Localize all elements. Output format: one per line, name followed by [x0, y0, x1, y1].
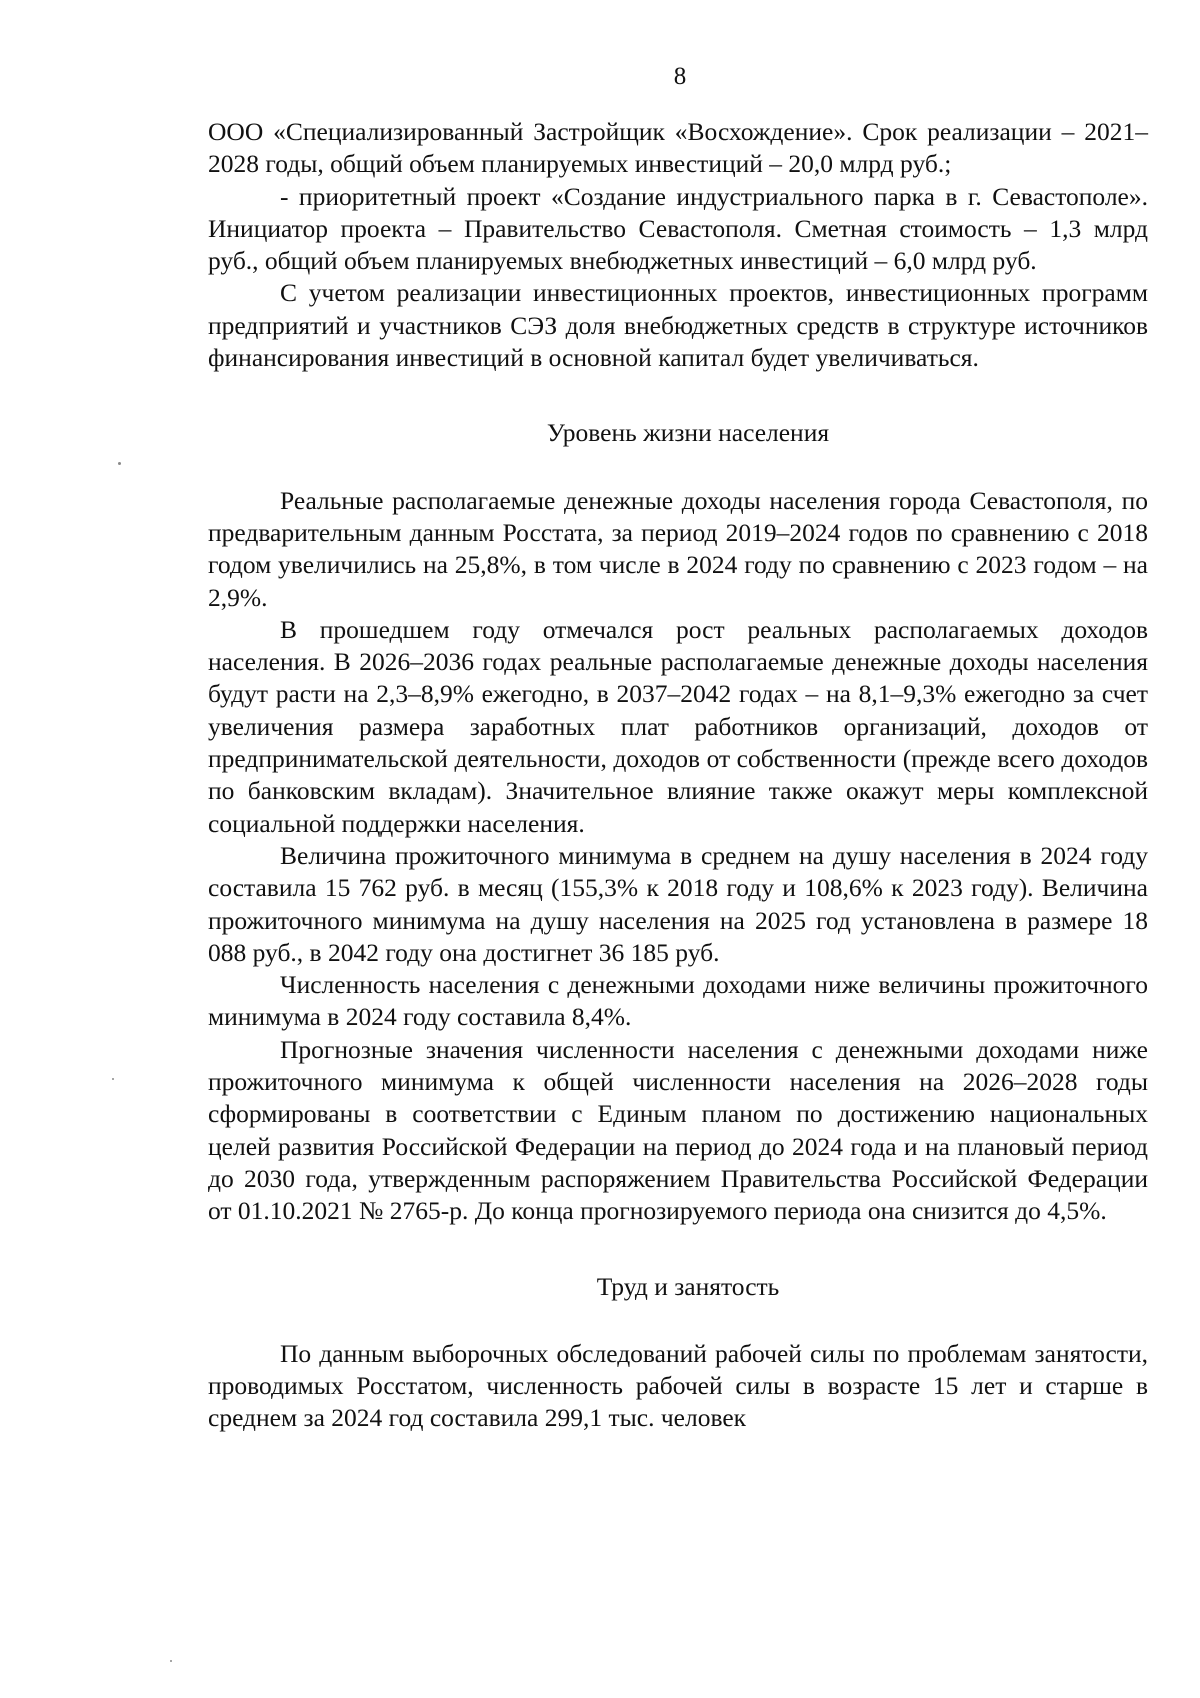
- scan-speck: [112, 1078, 114, 1080]
- document-body: [208, 116, 1148, 1435]
- paragraph-labor-force: По данным выборочных обследований рабочей силы по проблемам занятости, проводимых Росстатом, численность рабочей силы в возрасте 15 лет и старше в среднем за 2024 год составила 299,1 тыс. человек: [208, 1338, 1148, 1433]
- paragraph-poverty-share: Численность населения с денежными доходами ниже величины прожиточного минимума в 2024 году составила 8,4%.: [208, 970, 1148, 1032]
- paragraph-poverty-forecast: Прогнозные значения численности населения с денежными доходами ниже прожиточного минимума к общей численности населения на 2026–2028 годы сформированы в соответствии с Единым планом по достижению национальных целей развития Российской Федерации на период до 2024 года и на плановый период до 2030 года, утвержденным распоряжением Правительства Российской Федерации от 01.10.2021 № 2765-р. До конца прогнозируемого периода она снизится до 4,5%.: [208, 1034, 1148, 1226]
- paragraph-income-growth-forecast: В прошедшем году отмечался рост реальных располагаемых доходов населения. В 2026–2036 годах реальные располагаемые денежные доходы населения будут расти на 2,3–8,9% ежегодно, в 2037–2042 годах – на 8,1–9,3% ежегодно за счет увеличения размера заработных плат работников организаций, доходов от предпринимательской деятельности, доходов от собственности (прежде всего доходов по банковским вкладам). Значительное влияние также окажут меры комплексной социальной поддержки населения.: [208, 614, 1148, 838]
- paragraph-developer-project: ООО «Специализированный Застройщик «Восхождение». Срок реализации – 2021–2028 годы, общий объем планируемых инвестиций – 20,0 млрд руб.;: [208, 117, 1148, 179]
- page-number: 8: [673, 63, 687, 90]
- section-heading-labor-employment: Труд и занятость: [596, 1271, 780, 1301]
- paragraph-subsistence-minimum: Величина прожиточного минимума в среднем на душу населения в 2024 году составила 15 762 руб. в месяц (155,3% к 2018 году и 108,6% к 2023 году). Величина прожиточного минимума на душу населения на 2025 год установлена в размере 18 088 руб., в 2042 году она достигнет 36 185 руб.: [208, 840, 1148, 967]
- paragraph-investment-share: С учетом реализации инвестиционных проектов, инвестиционных программ предприятий и участников СЭЗ доля внебюджетных средств в структуре источников финансирования инвестиций в основной капитал будет увеличиваться.: [208, 278, 1148, 373]
- scan-speck: [170, 1660, 172, 1662]
- section-heading-living-standard: Уровень жизни населения: [546, 418, 830, 448]
- paragraph-real-incomes: Реальные располагаемые денежные доходы населения города Севастополя, по предварительным данным Росстата, за период 2019–2024 годов по сравнению с 2018 годом увеличились на 25,8%, в том числе в 2024 году по сравнению с 2023 годом – на 2,9%.: [208, 485, 1148, 612]
- scan-speck: [118, 462, 121, 465]
- paragraph-industrial-park: - приоритетный проект «Создание индустриального парка в г. Севастополе». Инициатор проекта – Правительство Севастополя. Сметная стоимость – 1,3 млрд руб., общий объем планируемых внебюджетных инвестиций – 6,0 млрд руб.: [208, 181, 1148, 276]
